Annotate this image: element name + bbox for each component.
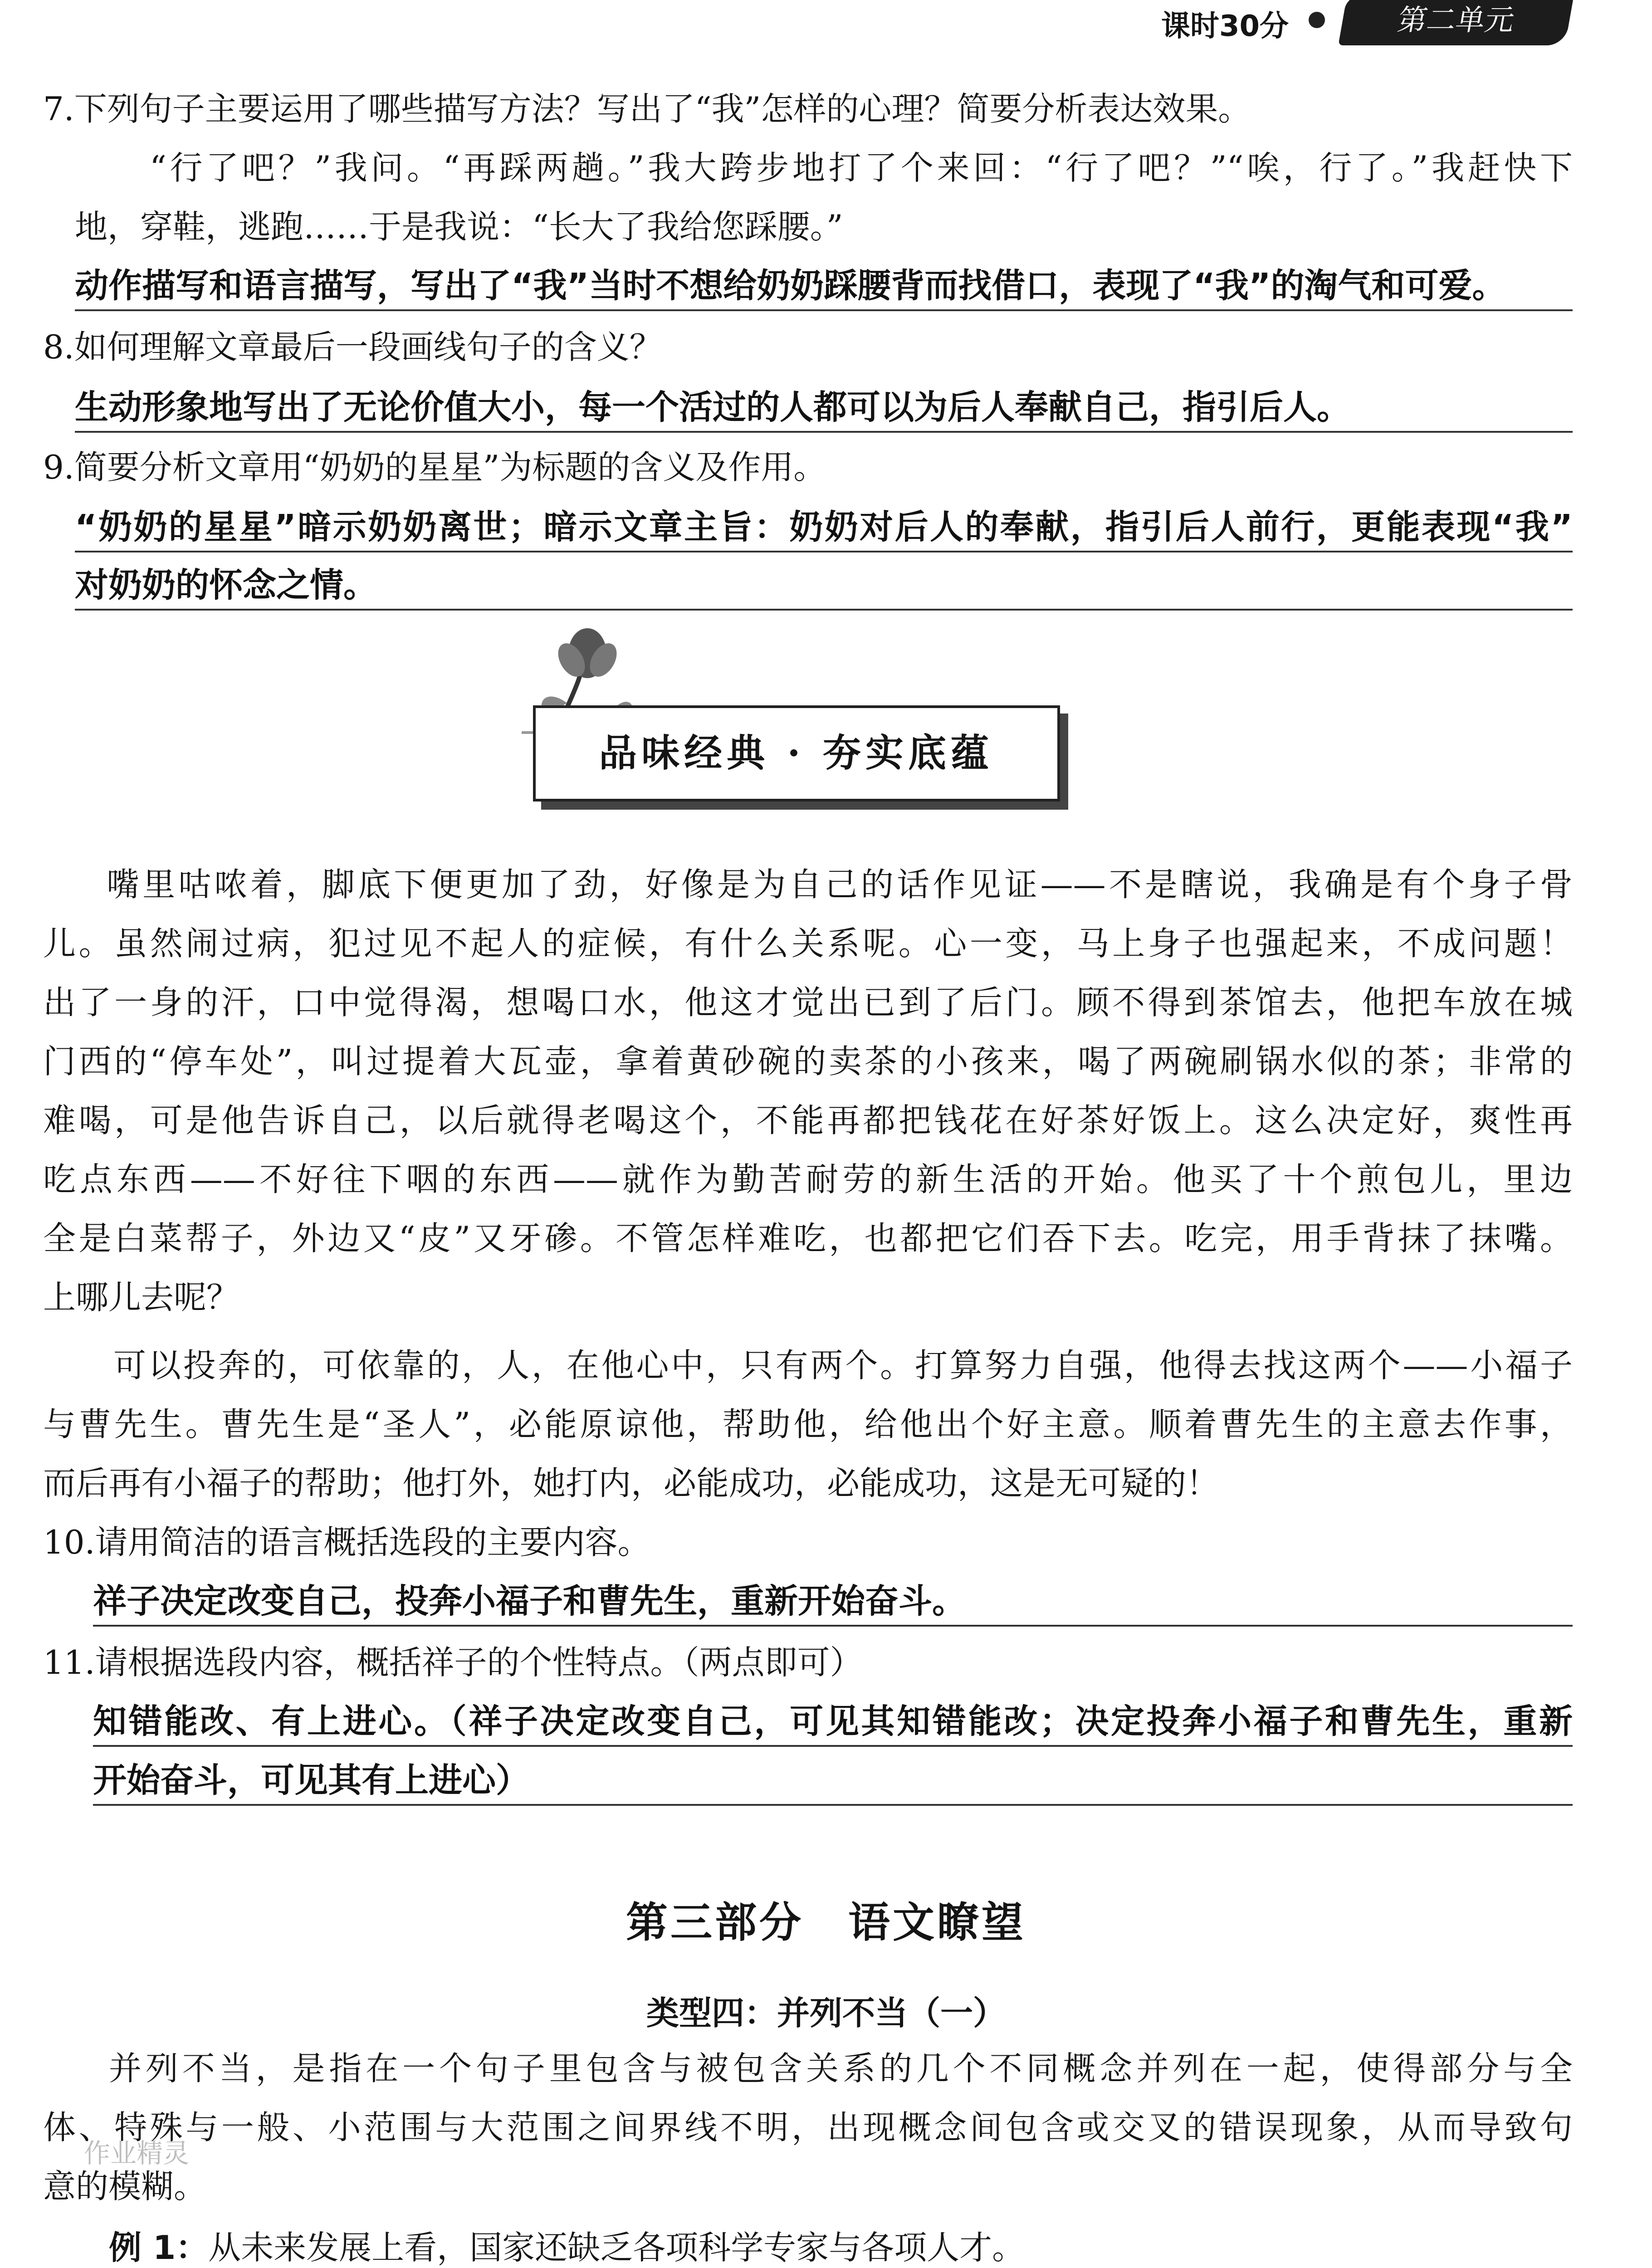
example-1-text: 从未来发展上看，国家还缺乏各项科学专家与各项人才。 xyxy=(208,2229,1025,2267)
q9-question: 9.简要分析文章用“奶奶的星星”为标题的含义及作用。 xyxy=(43,448,826,486)
q8-question: 8.如何理解文章最后一段画线句子的含义？ xyxy=(43,328,662,366)
passage-line-9: 可以投奔的，可依靠的，人，在他心中，只有两个。打算努力自强，他得去找这两个——小福子 xyxy=(113,1346,1573,1384)
part3-line-3: 意的模糊。 xyxy=(43,2167,207,2205)
header-label: 课时30分 xyxy=(1161,10,1289,43)
part3-line-2: 体、特殊与一般、小范围与大范围之间界线不明，出现概念间包含或交叉的错误现象，从而导致句 xyxy=(43,2108,1573,2146)
banner-title: 品味经典 · 夯实底蕴 xyxy=(599,730,993,775)
q8-answer: 生动形象地写出了无论价值大小，每一个活过的人都可以为后人奉献自己，指引后人。 xyxy=(75,385,1573,433)
q7-quote-line-1: “行了吧？”我问。“再踩两趟。”我大跨步地打了个来回：“行了吧？”“唉，行了。”我赶快下 xyxy=(150,149,1573,187)
q10-question: 10.请用简洁的语言概括选段的主要内容。 xyxy=(43,1523,650,1561)
passage-line-6: 吃点东西——不好往下咽的东西——就作为勤苦耐劳的新生活的开始。他买了十个煎包儿，里边 xyxy=(43,1160,1573,1198)
q10-answer: 祥子决定改变自己，投奔小福子和曹先生，重新开始奋斗。 xyxy=(93,1579,1573,1627)
q9-answer-line-1: “奶奶的星星”暗示奶奶离世；暗示文章主旨：奶奶对后人的奉献，指引后人前行，更能表现“我” xyxy=(75,504,1573,552)
passage-line-4: 门西的“停车处”，叫过提着大瓦壶，拿着黄砂碗的卖茶的小孩来，喝了两碗刷锅水似的茶；非常的 xyxy=(43,1042,1573,1080)
passage-line-1: 嘴里咕哝着，脚底下便更加了劲，好像是为自己的话作见证——不是瞎说，我确是有个身子骨 xyxy=(107,865,1573,904)
header-dot-icon xyxy=(1309,12,1325,28)
unit-badge: 第二单元 xyxy=(1338,0,1574,45)
q11-question: 11.请根据选段内容，概括祥子的个性特点。（两点即可） xyxy=(43,1643,863,1681)
watermark: 作业精灵 xyxy=(84,2138,190,2169)
example-1 xyxy=(109,2225,1573,2268)
q7-quote-line-2: 地，穿鞋，逃跑……于是我说：“长大了我给您踩腰。” xyxy=(75,208,843,246)
passage-line-5: 难喝，可是他告诉自己，以后就得老喝这个，不能再都把钱花在好茶好饭上。这么决定好，爽性再 xyxy=(43,1101,1573,1139)
q11-answer-line-1: 知错能改、有上进心。（祥子决定改变自己，可见其知错能改；决定投奔小福子和曹先生，重新 xyxy=(93,1699,1573,1747)
part3-line-1: 并列不当，是指在一个句子里包含与被包含关系的几个不同概念并列在一起，使得部分与全 xyxy=(109,2049,1573,2087)
passage-line-8: 上哪儿去呢？ xyxy=(43,1278,239,1316)
q7-question: 7.下列句子主要运用了哪些描写方法？写出了“我”怎样的心理？简要分析表达效果。 xyxy=(43,90,1251,128)
passage-line-3: 出了一身的汗，口中觉得渴，想喝口水，他这才觉出已到了后门。顾不得到茶馆去，他把车放在城 xyxy=(43,983,1573,1022)
passage-line-7: 全是白菜帮子，外边又“皮”又牙碜。不管怎样难吃，也都把它们吞下去。吃完，用手背抹了抹嘴。 xyxy=(43,1219,1573,1257)
q11-answer-line-2: 开始奋斗，可见其有上进心） xyxy=(93,1758,1573,1806)
q7-answer: 动作描写和语言描写，写出了“我”当时不想给奶奶踩腰背而找借口，表现了“我”的淘气和可爱。 xyxy=(75,263,1573,311)
passage-line-11: 而后再有小福子的帮助；他打外，她打内，必能成功，必能成功，这是无可疑的！ xyxy=(43,1464,1219,1502)
part3-title: 第三部分 语文瞭望 xyxy=(626,1898,1026,1947)
part3-subtitle: 类型四：并列不当（一） xyxy=(646,1994,1006,2032)
example-1-label: 例 1： xyxy=(109,2229,209,2267)
passage-line-10: 与曹先生。曹先生是“圣人”，必能原谅他，帮助他，给他出个好主意。顺着曹先生的主意去作事， xyxy=(43,1405,1573,1443)
q9-answer-line-2: 对奶奶的怀念之情。 xyxy=(75,562,1573,611)
passage-line-2: 儿。虽然闹过病，犯过见不起人的症候，有什么关系呢。心一变，马上身子也强起来，不成问题！ xyxy=(43,924,1573,963)
